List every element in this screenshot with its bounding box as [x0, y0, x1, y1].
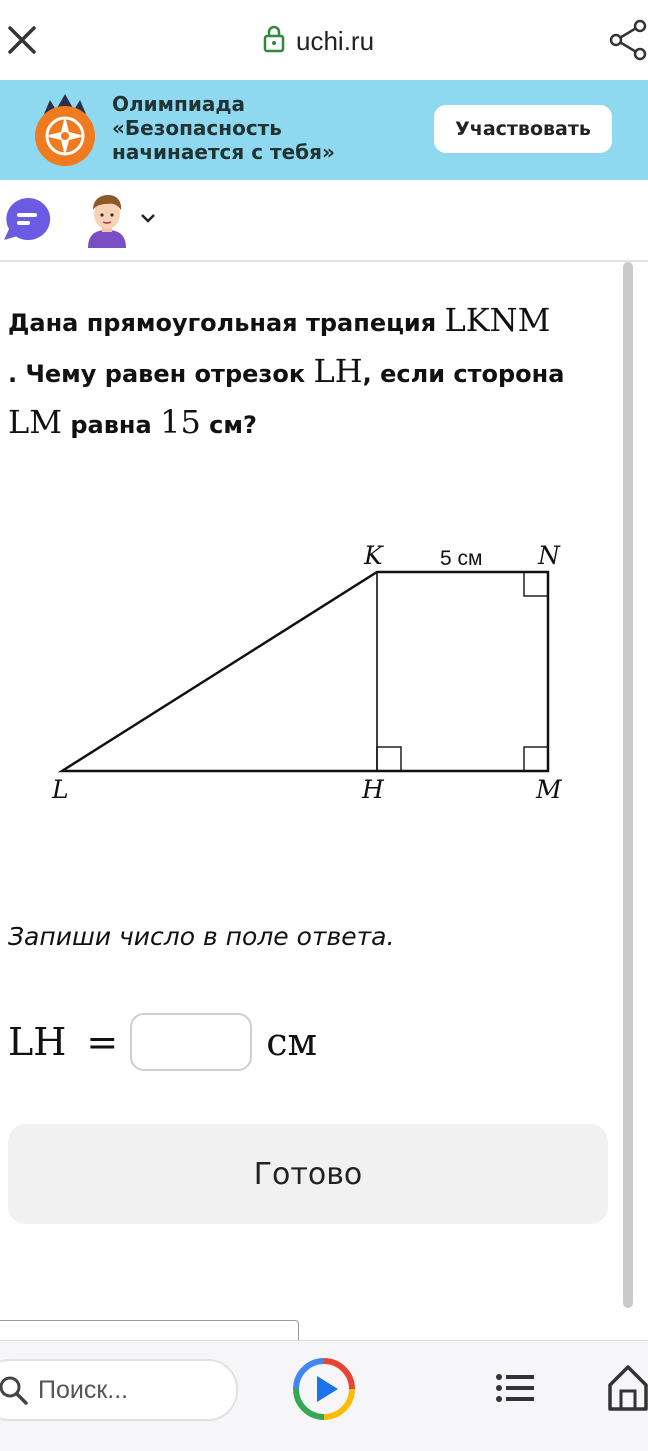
banner-text [112, 92, 412, 164]
search-box[interactable] [0, 1359, 238, 1421]
question-part: Дана прямоугольная трапеция [8, 309, 445, 337]
bottom-toolbar [0, 1340, 648, 1451]
math-term: 15 [160, 403, 201, 441]
user-row [0, 180, 648, 262]
browser-top-bar [0, 0, 648, 80]
done-button[interactable]: Готово [8, 1124, 608, 1224]
share-icon[interactable] [606, 18, 648, 62]
right-angle-mark-h [377, 747, 401, 771]
side-length-label: 5 см [440, 547, 483, 570]
lock-icon [262, 24, 286, 58]
banner-line: Олимпиада [112, 92, 245, 116]
address-bar[interactable] [262, 24, 374, 58]
question-part: . Чему равен отрезок [8, 360, 314, 388]
vertex-label-n: N [538, 541, 560, 570]
olympiad-logo-icon [30, 92, 100, 168]
home-icon[interactable] [606, 1361, 648, 1413]
close-icon[interactable] [2, 20, 42, 60]
url-text: uchi.ru [296, 25, 375, 56]
avatar[interactable] [82, 192, 132, 248]
question-part: равна [62, 411, 161, 439]
trapezoid-shape [62, 572, 548, 771]
olympiad-banner[interactable] [0, 80, 648, 180]
answer-unit: см [266, 1020, 318, 1064]
math-term: LM [8, 403, 63, 441]
right-angle-mark-n [524, 572, 548, 596]
answer-row [8, 1010, 317, 1074]
question-part: , если сторона [362, 360, 565, 388]
right-angle-mark-m [524, 747, 548, 771]
math-term: LKNM [444, 301, 551, 339]
equals-sign: = [86, 1020, 119, 1064]
menu-icon[interactable] [494, 1371, 536, 1405]
question-part: см? [200, 411, 257, 439]
math-term: LH [313, 352, 363, 390]
search-icon [0, 1375, 28, 1405]
participate-button[interactable]: Участвовать [434, 105, 612, 153]
instruction-text: Запиши число в поле ответа. [8, 922, 395, 951]
chat-icon[interactable] [2, 194, 54, 244]
vertex-label-l: L [52, 775, 69, 804]
play-icon[interactable] [292, 1357, 356, 1421]
vertex-label-m: M [536, 775, 562, 804]
vertex-label-k: K [364, 541, 383, 570]
banner-line: начинается с тебя» [112, 140, 335, 164]
answer-input[interactable] [130, 1013, 252, 1071]
scrollbar[interactable] [623, 262, 633, 1308]
search-input[interactable] [36, 1375, 220, 1406]
answer-label: LH [8, 1020, 67, 1064]
question-text [8, 296, 608, 449]
chevron-down-icon[interactable] [140, 210, 156, 224]
banner-line: «Безопасность [112, 116, 282, 140]
trapezoid-diagram [40, 530, 580, 810]
vertex-label-h: H [362, 775, 384, 804]
